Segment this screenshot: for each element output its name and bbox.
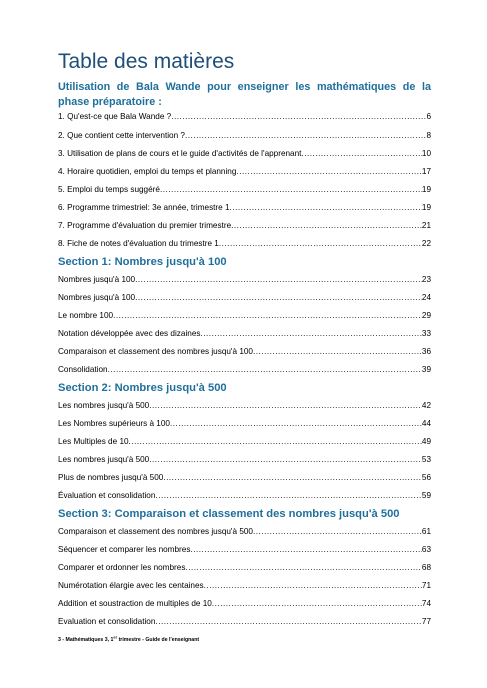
- toc-entry-label: Le nombre 100: [58, 311, 114, 320]
- toc-entry[interactable]: [58, 148, 431, 160]
- leader-dots: [163, 472, 422, 484]
- toc-entry[interactable]: [58, 220, 431, 232]
- toc-entry[interactable]: [58, 562, 431, 574]
- toc-entry[interactable]: [58, 346, 431, 358]
- toc-entry-page: 59: [421, 491, 431, 500]
- leader-dots: [253, 346, 422, 358]
- leader-dots: [219, 238, 422, 250]
- toc-entry-page: 42: [421, 401, 431, 410]
- footer-superscript: er: [113, 634, 118, 640]
- leader-dots: [155, 616, 421, 628]
- section-heading: Section 3: Comparaison et classement des nombres jusqu'à 500: [58, 508, 400, 520]
- toc-entry-label: Notation développée avec des dizaines: [58, 329, 201, 338]
- toc-entry-label: Nombres jusqu'à 100: [58, 275, 136, 284]
- toc-entry[interactable]: [58, 130, 431, 142]
- toc-entry-page: 33: [421, 329, 431, 338]
- toc-entry-page: 44: [421, 419, 431, 428]
- toc-entry-label: 4. Horaire quotidien, emploi du temps et planning: [58, 167, 237, 176]
- leader-dots: [155, 490, 421, 502]
- leader-dots: [253, 526, 422, 538]
- toc-entry[interactable]: [58, 454, 431, 466]
- toc-entry[interactable]: [58, 364, 431, 376]
- toc-entry[interactable]: [58, 472, 431, 484]
- toc-entry-page: 61: [421, 527, 431, 536]
- toc-entry-label: Les Nombres supérieurs à 100: [58, 419, 170, 428]
- leader-dots: [185, 562, 421, 574]
- toc-entry-label: Plus de nombres jusqu'à 500: [58, 473, 164, 482]
- footer-suffix: trimestre - Guide de l'enseignant: [117, 637, 200, 643]
- toc-entry[interactable]: [58, 400, 431, 412]
- toc-entry-label: Comparaison et classement des nombres jusqu'à 100: [58, 347, 253, 356]
- leader-dots: [200, 328, 421, 340]
- toc-entry[interactable]: [58, 238, 431, 250]
- toc-entry[interactable]: [58, 310, 431, 322]
- toc-entry[interactable]: [58, 544, 431, 556]
- toc-entry-page: 71: [421, 581, 431, 590]
- toc-entry-page: 36: [421, 347, 431, 356]
- leader-dots: [236, 166, 421, 178]
- toc-entry-label: Nombres jusqu'à 100: [58, 293, 136, 302]
- toc-entry-label: 6. Programme trimestriel: 3e année, trimestre 1: [58, 203, 230, 212]
- leader-dots: [149, 400, 422, 412]
- leader-dots: [231, 220, 422, 232]
- page-title: Table des matières: [58, 50, 235, 73]
- toc-entry-label: Évaluation et consolidation: [58, 491, 156, 500]
- toc-entry-label: Comparaison et classement des nombres jusqu'à 500: [58, 527, 253, 536]
- toc-entry[interactable]: [58, 184, 431, 196]
- toc-entry[interactable]: [58, 580, 431, 592]
- toc-entry[interactable]: [58, 526, 431, 538]
- leader-dots: [108, 364, 422, 376]
- toc-entry-page: 49: [421, 437, 431, 446]
- leader-dots: [204, 580, 422, 592]
- toc-entry-label: 8. Fiche de notes d'évaluation du trimestre 1: [58, 239, 219, 248]
- toc-entry[interactable]: [58, 292, 431, 304]
- toc-entry[interactable]: [58, 166, 431, 178]
- toc-entry[interactable]: [58, 616, 431, 628]
- toc-entry-label: Les nombres jusqu'à 500: [58, 401, 150, 410]
- toc-entry-page: 68: [421, 563, 431, 572]
- toc-entry-page: 23: [421, 275, 431, 284]
- toc-entry-label: Comparer et ordonner les nombres: [58, 563, 186, 572]
- leader-dots: [160, 184, 422, 196]
- toc-entry-label: Numérotation élargie avec les centaines: [58, 581, 204, 590]
- toc-entry[interactable]: [58, 202, 431, 214]
- toc-entry-page: 21: [421, 221, 431, 230]
- toc-entry-page: 10: [421, 149, 431, 158]
- toc-entry-page: 19: [421, 203, 431, 212]
- toc-entry-page: 24: [421, 293, 431, 302]
- toc-entry-page: 22: [421, 239, 431, 248]
- leader-dots: [301, 148, 421, 160]
- toc-entry-label: 5. Emploi du temps suggéré: [58, 185, 160, 194]
- toc-entry[interactable]: [58, 418, 431, 430]
- toc-entry-label: Evaluation et consolidation: [58, 617, 156, 626]
- toc-entry-page: 56: [421, 473, 431, 482]
- toc-entry-label: 1. Qu'est-ce que Bala Wande ?: [58, 112, 172, 121]
- toc-entry[interactable]: [58, 274, 431, 286]
- leader-dots: [190, 544, 421, 556]
- toc-entry[interactable]: [58, 328, 431, 340]
- toc-entry-page: 74: [421, 599, 431, 608]
- toc-entry-label: 2. Que contient cette intervention ?: [58, 131, 185, 140]
- toc-entry-page: 77: [421, 617, 431, 626]
- toc-entry-label: 7. Programme d'évaluation du premier trimestre: [58, 221, 232, 230]
- page-footer: [58, 634, 200, 643]
- toc-entry-page: 19: [421, 185, 431, 194]
- toc-entry-label: 3. Utilisation de plans de cours et le guide d'activités de l'apprenant: [58, 149, 302, 158]
- toc-entry-label: Consolidation: [58, 365, 108, 374]
- footer-prefix: 3 - Mathématiques 3, 1: [58, 637, 114, 643]
- leader-dots: [135, 274, 422, 286]
- leader-dots: [149, 454, 422, 466]
- leader-dots: [135, 292, 422, 304]
- toc-entry[interactable]: [58, 436, 431, 448]
- leader-dots: [171, 111, 426, 123]
- leader-dots: [170, 418, 422, 430]
- toc-entry-page: 6: [426, 112, 431, 121]
- toc-entry-page: 39: [421, 365, 431, 374]
- leader-dots: [129, 436, 422, 448]
- toc-entry-label: Les Multiples de 10: [58, 437, 129, 446]
- section-heading: Section 1: Nombres jusqu'à 100: [58, 256, 227, 268]
- section-heading: Section 2: Nombres jusqu'à 500: [58, 382, 227, 394]
- toc-entry-page: 8: [426, 131, 431, 140]
- leader-dots: [230, 202, 422, 214]
- toc-entry-page: 63: [421, 545, 431, 554]
- toc-entry-label: Addition et soustraction de multiples de 10: [58, 599, 212, 608]
- toc-entry-page: 17: [421, 167, 431, 176]
- toc-entry-page: 53: [421, 455, 431, 464]
- toc-entry[interactable]: [58, 111, 431, 123]
- toc-entry-page: 29: [421, 311, 431, 320]
- leader-dots: [185, 130, 426, 142]
- toc-entry[interactable]: [58, 598, 431, 610]
- intro-heading: Utilisation de Bala Wande pour enseigner les mathématiques de la phase préparatoire :: [58, 81, 431, 108]
- toc-entry[interactable]: [58, 490, 431, 502]
- toc-entry-label: Séquencer et comparer les nombres: [58, 545, 191, 554]
- leader-dots: [212, 598, 422, 610]
- toc-entry-label: Les nombres jusqu'à 500: [58, 455, 150, 464]
- leader-dots: [113, 310, 422, 322]
